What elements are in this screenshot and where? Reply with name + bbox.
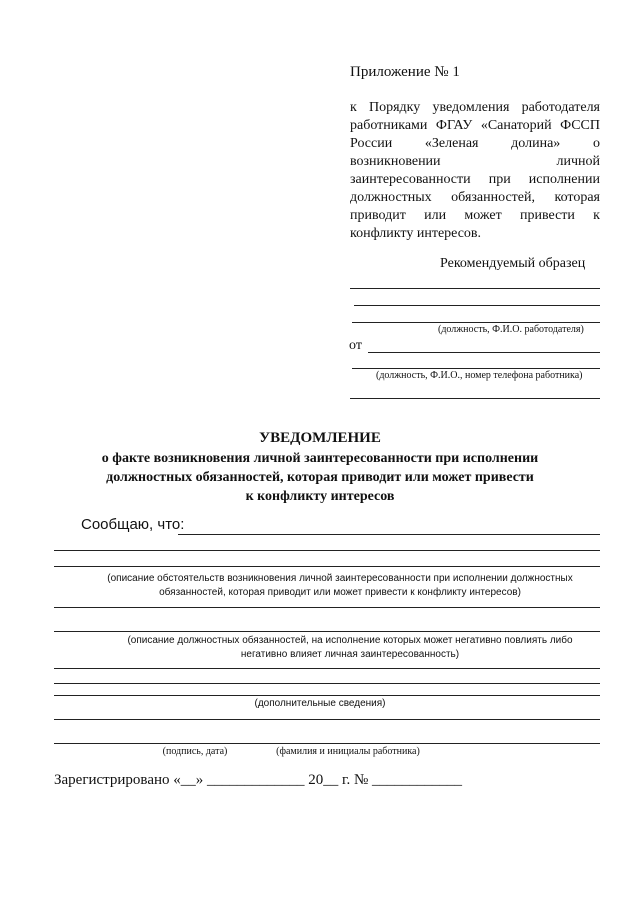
from-label: от (349, 338, 362, 353)
signature-date-caption: (подпись, дата) (162, 746, 228, 757)
employee-line-1[interactable] (368, 352, 600, 353)
employer-line-3[interactable] (352, 322, 600, 323)
notice-title: УВЕДОМЛЕНИЕ (259, 430, 381, 446)
employee-caption: (должность, Ф.И.О., номер телефона работника) (376, 370, 583, 381)
duties-line-2[interactable] (54, 668, 600, 669)
employee-line-3[interactable] (350, 398, 600, 399)
report-line-3[interactable] (54, 566, 600, 567)
recommended-sample-label: Рекомендуемый образец (440, 256, 586, 271)
employer-line-1[interactable] (350, 288, 600, 289)
report-line-2[interactable] (54, 550, 600, 551)
notice-subtitle-line-2: должностных обязанностей, которая приводит или может привести (106, 470, 534, 485)
appendix-text: к Порядку уведомления работодателя работниками ФГАУ «Санаторий ФССП России «Зеленая долина» о возникновении личной заинтересованности при исполнении должностных обязанностей, которая приводит или может привести к конфликту интересов. (350, 100, 600, 241)
duties-line-1[interactable] (54, 631, 600, 632)
notice-subtitle-line-1: о факте возникновения личной заинтересованности при исполнении (101, 451, 539, 466)
notice-subtitle-line-3: к конфликту интересов (245, 489, 395, 504)
employee-line-2[interactable] (352, 368, 600, 369)
surname-initials-caption: (фамилия и инициалы работника) (276, 746, 420, 757)
employer-line-2[interactable] (354, 305, 600, 306)
report-line-1[interactable] (178, 534, 600, 535)
duties-caption: (описание должностных обязанностей, на исполнение которых может негативно повлиять либо негативно влияет личная заинтересованность) (127, 635, 573, 660)
signature-line[interactable] (54, 743, 600, 744)
registered-line: Зарегистрировано «__» _____________ 20__ г. № ____________ (54, 772, 463, 788)
report-line-4[interactable] (54, 607, 600, 608)
employer-caption: (должность, Ф.И.О. работодателя) (438, 324, 584, 335)
notice-subtitle (40, 449, 600, 506)
appendix-title: Приложение № 1 (350, 64, 460, 80)
duties-line-3[interactable] (54, 683, 600, 684)
additional-caption: (дополнительные сведения) (254, 698, 386, 709)
report-label: Сообщаю, что: (81, 516, 185, 533)
circumstances-caption: (описание обстоятельств возникновения личной заинтересованности при исполнении должностных обязанностей, которая приводит или может привести к конфликту интересов) (107, 573, 573, 598)
additional-line-1[interactable] (54, 695, 600, 696)
additional-line-2[interactable] (54, 719, 600, 720)
